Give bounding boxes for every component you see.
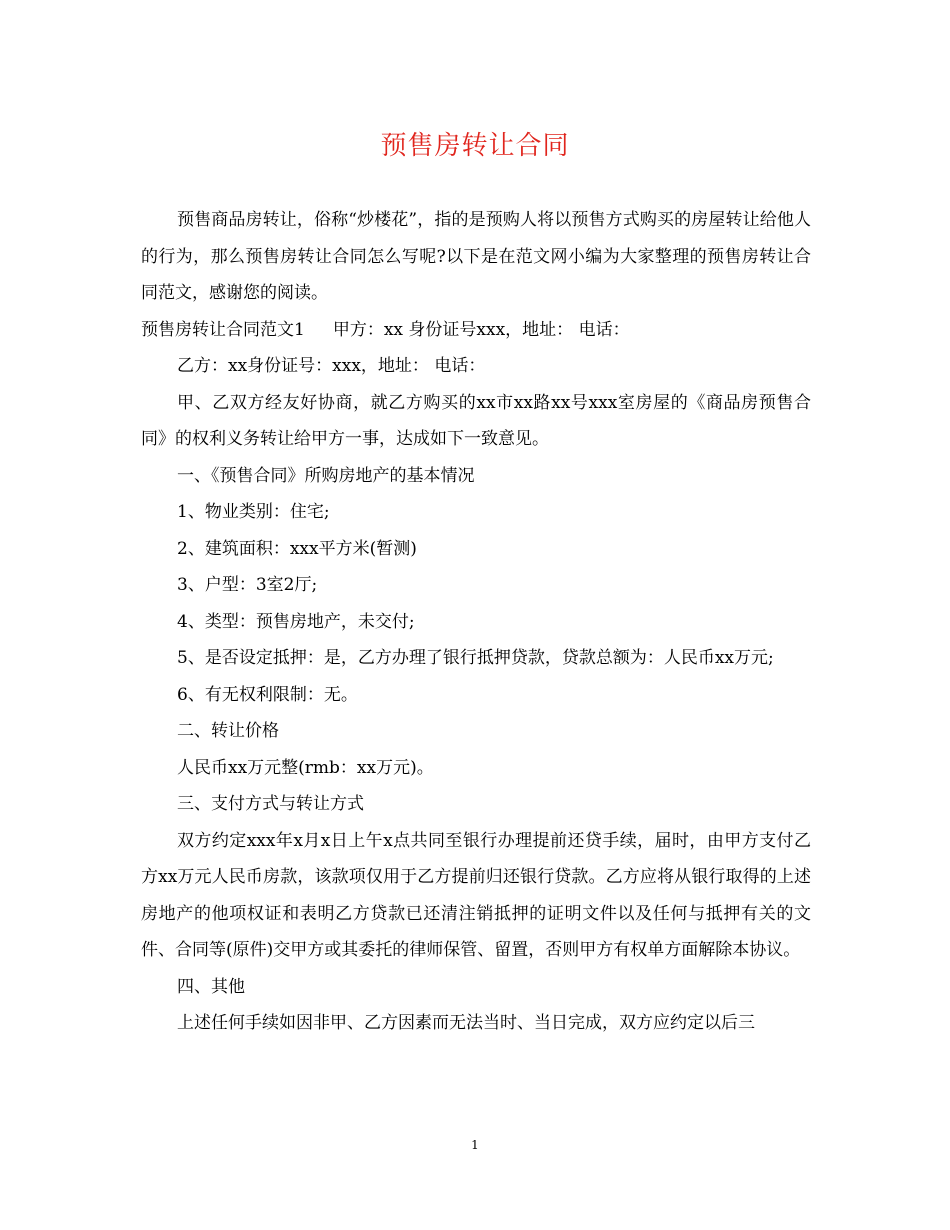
list-item: 4、类型：预售房地产，未交付; <box>177 611 415 632</box>
agreement-paragraph: 甲、乙双方经友好协商，就乙方购买的xx市xx路xx号xxx室房屋的《商品房预售合同》的权利义务转让给甲方一事，达成如下一致意见。 <box>141 392 811 449</box>
list-item: 5、是否设定抵押：是，乙方办理了银行抵押贷款，贷款总额为：人民币xx万元; <box>177 648 774 668</box>
document-body <box>141 202 811 1042</box>
sample-heading: 预售房转让合同范文1 <box>141 319 305 340</box>
list-item: 6、有无权利限制：无。 <box>177 684 358 705</box>
list-item: 3、户型：3室2厅; <box>177 575 318 595</box>
payment-paragraph: 双方约定xxx年x月x日上午x点共同至银行办理提前还贷手续，届时，由甲方支付乙方xx万元人民币房款，该款项仅用于乙方提前归还银行贷款。乙方应将从银行取得的上述房地产的他项权证和表明乙方贷款已还清注销抵押的证明文件以及任何与抵押有关的文件、合同等(原件)交甲方或其委托的律师保管、留置，否则甲方有权单方面解除本协议。 <box>141 830 811 960</box>
party-a-line: 甲方：xx 身份证号xxx，地址： 电话： <box>332 319 630 340</box>
other-paragraph: 上述任何手续如因非甲、乙方因素而无法当时、当日完成，双方应约定以后三 <box>177 1013 755 1033</box>
list-item: 1、物业类别：住宅; <box>177 502 330 522</box>
list-item: 2、建筑面积：xxx平方米(暂测) <box>177 538 417 559</box>
document-title: 预售房转让合同 <box>380 131 570 161</box>
party-b-line: 乙方：xx身份证号：xxx，地址： 电话： <box>177 356 486 376</box>
section1-heading: 一、《预售合同》所购房地产的基本情况 <box>177 465 475 486</box>
section2-heading: 二、转让价格 <box>177 721 279 741</box>
sample-heading-line <box>141 312 811 349</box>
page-number: 1 <box>471 1138 479 1152</box>
section3-heading: 三、支付方式与转让方式 <box>177 794 364 814</box>
price-paragraph: 人民币xx万元整(rmb：xx万元)。 <box>177 757 434 778</box>
section4-heading: 四、其他 <box>177 976 245 997</box>
intro-paragraph: 预售商品房转让，俗称“炒楼花”，指的是预购人将以预售方式购买的房屋转让给他人的行为，那么预售房转让合同怎么写呢?以下是在范文网小编为大家整理的预售房转让合同范文，感谢您的阅读。 <box>141 210 811 303</box>
